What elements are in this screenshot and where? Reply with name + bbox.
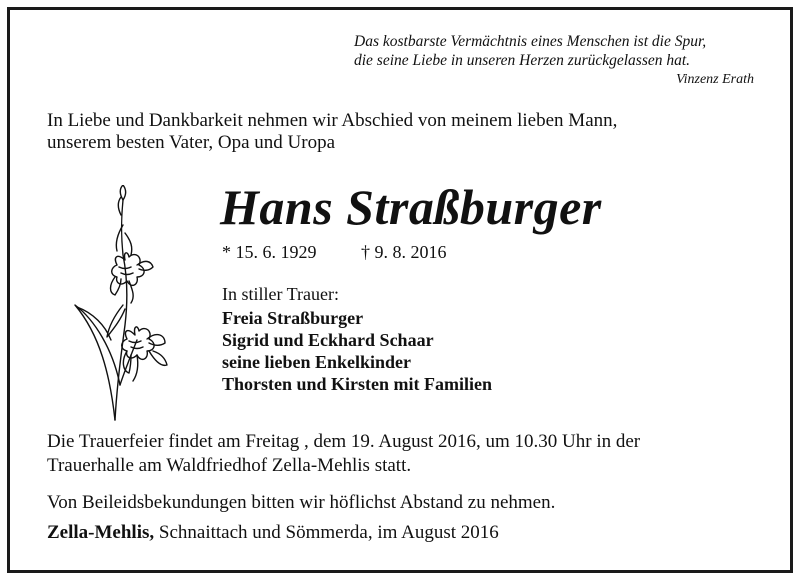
death-date: † 9. 8. 2016 — [361, 242, 447, 262]
quote-author: Vinzenz Erath — [676, 72, 754, 87]
mourner-name: seine lieben Enkelkinder — [222, 352, 412, 372]
mourner-name: Sigrid und Eckhard Schaar — [222, 330, 434, 350]
mourner-name: Freia Straßburger — [222, 308, 364, 328]
intro-text — [47, 110, 727, 154]
mourners-block — [222, 283, 492, 395]
birth-date: * 15. 6. 1929 — [222, 242, 317, 262]
closing-line — [47, 522, 499, 544]
mourner-name: Thorsten und Kirsten mit Familien — [222, 374, 493, 394]
memorial-quote — [354, 32, 754, 89]
quote-line-2: die seine Liebe in unseren Herzen zurückgelassen hat. — [354, 52, 691, 69]
intro-line-2: unserem besten Vater, Opa und Uropa — [47, 132, 336, 153]
closing-place: Zella-Mehlis, — [47, 522, 155, 543]
condolence-note: Von Beileidsbekundungen bitten wir höflichst Abstand zu nehmen. — [47, 492, 556, 513]
intro-line-1: In Liebe und Dankbarkeit nehmen wir Abschied von meinem lieben Mann, — [47, 110, 618, 131]
mourners-label: In stiller Trauer: — [222, 284, 339, 304]
funeral-line-1: Die Trauerfeier findet am Freitag , dem 19. August 2016, um 10.30 Uhr in der — [47, 431, 641, 452]
funeral-line-2: Trauerhalle am Waldfriedhof Zella-Mehlis statt. — [47, 455, 412, 476]
closing-rest: Schnaittach und Sömmerda, im August 2016 — [154, 522, 499, 543]
life-dates — [222, 242, 447, 263]
funeral-info — [47, 430, 747, 478]
deceased-name: Hans Straßburger — [220, 179, 602, 235]
iris-flower-icon — [65, 185, 190, 425]
quote-line-1: Das kostbarste Vermächtnis eines Menschen ist die Spur, — [354, 33, 707, 50]
